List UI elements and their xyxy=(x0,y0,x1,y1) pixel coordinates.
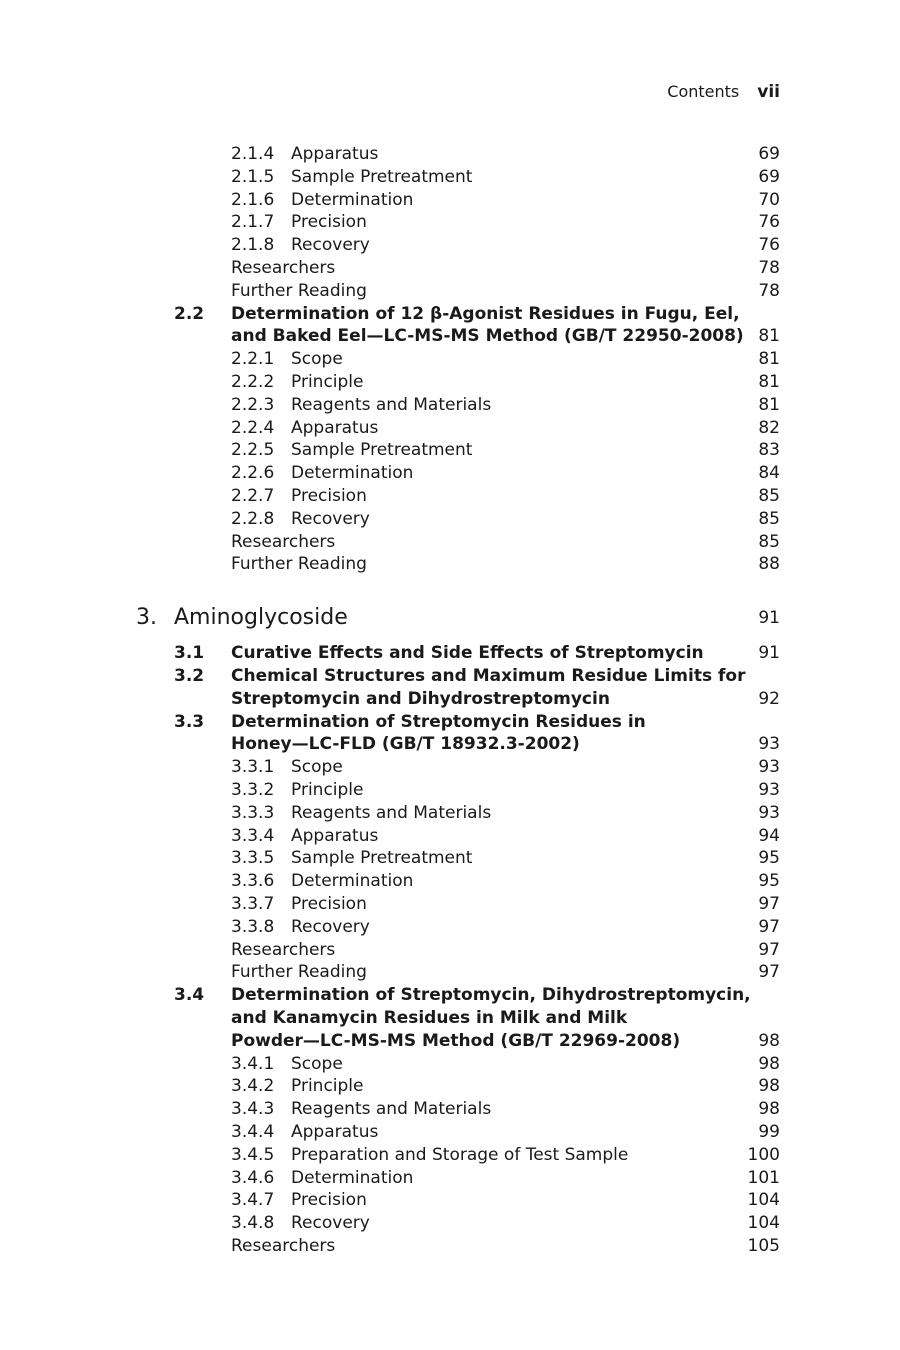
subsection-number: 2.2.5 xyxy=(231,440,275,461)
subsection-title: Apparatus xyxy=(291,417,379,438)
section-title: Powder—LC-MS-MS Method (GB/T 22969-2008) xyxy=(231,1030,681,1051)
page-number: vii xyxy=(757,82,780,102)
toc-matter-row xyxy=(0,531,900,554)
toc-matter-row xyxy=(0,280,900,303)
subsection-number: 3.3.4 xyxy=(231,825,275,846)
section-number: 3.1 xyxy=(174,643,205,664)
page-ref: 98 xyxy=(758,1053,780,1074)
running-head xyxy=(667,82,780,102)
matter-title: Further Reading xyxy=(231,280,367,301)
page-ref: 93 xyxy=(758,734,780,755)
toc-section-row xyxy=(0,1030,900,1053)
toc-section-row xyxy=(0,325,900,348)
subsection-title: Principle xyxy=(291,1076,364,1097)
toc-subsection-row xyxy=(0,825,900,848)
subsection-title: Apparatus xyxy=(291,1122,379,1142)
subsection-title: Recovery xyxy=(291,508,370,529)
section-title: and Kanamycin Residues in Milk and Milk xyxy=(231,1008,628,1028)
toc-section-row xyxy=(0,1007,900,1030)
subsection-number: 3.4.8 xyxy=(231,1213,275,1234)
subsection-number: 2.2.1 xyxy=(231,349,275,370)
subsection-title: Scope xyxy=(291,349,343,370)
page-ref: 95 xyxy=(758,848,780,869)
toc-subsection-row xyxy=(0,439,900,462)
subsection-number: 3.3.5 xyxy=(231,848,275,869)
page-ref: 95 xyxy=(758,871,780,892)
toc-subsection-row xyxy=(0,1167,900,1190)
page-ref: 93 xyxy=(758,780,780,800)
matter-title: Researchers xyxy=(231,531,336,552)
page-ref: 93 xyxy=(758,757,780,778)
subsection-number: 3.3.1 xyxy=(231,757,275,778)
toc-section-row xyxy=(0,984,900,1007)
section-title: Determination of 12 β-Agonist Residues in Fugu, Eel, xyxy=(231,303,740,324)
toc-subsection-row xyxy=(0,893,900,916)
toc-matter-row xyxy=(0,553,900,576)
subsection-title: Determination xyxy=(291,871,414,892)
page-ref: 76 xyxy=(758,235,780,256)
toc-subsection-row xyxy=(0,779,900,802)
toc-section-row xyxy=(0,665,900,688)
toc-subsection-row xyxy=(0,508,900,531)
page-ref: 85 xyxy=(758,486,780,506)
page-ref: 82 xyxy=(758,417,780,438)
toc-subsection-row xyxy=(0,417,900,440)
section-number: 3.3 xyxy=(174,711,205,732)
toc-chapter-row xyxy=(0,603,900,633)
subsection-title: Recovery xyxy=(291,916,370,937)
page-ref: 85 xyxy=(758,508,780,529)
subsection-title: Recovery xyxy=(291,1213,370,1234)
subsection-number: 3.4.1 xyxy=(231,1053,275,1074)
page-ref: 81 xyxy=(758,326,780,347)
section-title: Determination of Streptomycin Residues in xyxy=(231,711,646,732)
toc-subsection-row xyxy=(0,1121,900,1144)
page-ref: 78 xyxy=(758,280,780,301)
toc-subsection-row xyxy=(0,1144,900,1167)
page-ref: 88 xyxy=(758,554,780,575)
page-ref: 98 xyxy=(758,1076,780,1097)
subsection-number: 3.3.8 xyxy=(231,916,275,937)
page-ref: 81 xyxy=(758,349,780,370)
toc-matter-row xyxy=(0,939,900,962)
subsection-title: Reagents and Materials xyxy=(291,1099,492,1120)
subsection-title: Reagents and Materials xyxy=(291,802,492,823)
toc-subsection-row xyxy=(0,485,900,508)
toc-subsection-row xyxy=(0,916,900,939)
matter-title: Further Reading xyxy=(231,962,367,983)
page-ref: 98 xyxy=(758,1099,780,1120)
section-title: Streptomycin and Dihydrostreptomycin xyxy=(231,688,610,709)
subsection-title: Sample Pretreatment xyxy=(291,440,473,461)
subsection-number: 3.3.2 xyxy=(231,780,275,800)
subsection-number: 2.2.8 xyxy=(231,508,275,529)
toc-subsection-row xyxy=(0,234,900,257)
page-ref: 84 xyxy=(758,463,780,484)
page-ref: 78 xyxy=(758,258,780,278)
toc-matter-row xyxy=(0,1235,900,1258)
page-ref: 97 xyxy=(758,939,780,960)
subsection-title: Principle xyxy=(291,780,364,800)
section-title: Chemical Structures and Maximum Residue Limits for xyxy=(231,666,746,686)
page-ref: 91 xyxy=(758,608,780,629)
subsection-number: 2.2.6 xyxy=(231,463,275,484)
subsection-number: 3.4.5 xyxy=(231,1144,275,1165)
toc-subsection-row xyxy=(0,1189,900,1212)
page-ref: 69 xyxy=(758,166,780,187)
subsection-number: 2.1.5 xyxy=(231,166,275,187)
subsection-number: 3.3.6 xyxy=(231,871,275,892)
page-ref: 76 xyxy=(758,212,780,233)
section-number: 3.4 xyxy=(174,985,205,1006)
subsection-title: Precision xyxy=(291,212,367,233)
toc-subsection-row xyxy=(0,870,900,893)
toc-subsection-row xyxy=(0,1212,900,1235)
page-ref: 81 xyxy=(758,394,780,415)
matter-title: Researchers xyxy=(231,258,336,278)
page-ref: 98 xyxy=(758,1030,780,1051)
toc-subsection-row xyxy=(0,1075,900,1098)
toc-subsection-row xyxy=(0,189,900,212)
toc-matter-row xyxy=(0,961,900,984)
matter-title: Researchers xyxy=(231,939,336,960)
toc-subsection-row xyxy=(0,1053,900,1076)
subsection-number: 3.4.6 xyxy=(231,1167,275,1188)
page-ref: 81 xyxy=(758,372,780,392)
subsection-title: Reagents and Materials xyxy=(291,394,492,415)
subsection-title: Scope xyxy=(291,757,343,778)
page-ref: 101 xyxy=(747,1167,780,1188)
toc-section-row xyxy=(0,688,900,711)
subsection-number: 2.2.7 xyxy=(231,486,275,506)
subsection-title: Preparation and Storage of Test Sample xyxy=(291,1144,629,1165)
subsection-number: 2.1.8 xyxy=(231,235,275,256)
toc-subsection-row xyxy=(0,371,900,394)
page-ref: 70 xyxy=(758,189,780,210)
page-ref: 92 xyxy=(758,688,780,709)
subsection-number: 2.1.6 xyxy=(231,189,275,210)
section-number: 2.2 xyxy=(174,303,205,324)
subsection-number: 2.2.4 xyxy=(231,417,275,438)
subsection-number: 3.3.7 xyxy=(231,894,275,914)
section-title: and Baked Eel—LC-MS-MS Method (GB/T 22950-2008) xyxy=(231,326,744,347)
chapter-number: 3. xyxy=(136,605,157,631)
section-title: Honey—LC-FLD (GB/T 18932.3-2002) xyxy=(231,734,580,755)
subsection-title: Sample Pretreatment xyxy=(291,848,473,869)
subsection-number: 3.4.4 xyxy=(231,1122,275,1142)
subsection-title: Determination xyxy=(291,1167,414,1188)
subsection-title: Precision xyxy=(291,1190,367,1211)
subsection-number: 2.1.7 xyxy=(231,212,275,233)
toc-subsection-row xyxy=(0,394,900,417)
toc-subsection-row xyxy=(0,1098,900,1121)
section-title: Curative Effects and Side Effects of Streptomycin xyxy=(231,643,704,664)
page-ref: 104 xyxy=(747,1190,780,1211)
toc-subsection-row xyxy=(0,756,900,779)
page-ref: 97 xyxy=(758,894,780,914)
page-ref: 91 xyxy=(758,643,780,664)
subsection-title: Sample Pretreatment xyxy=(291,166,473,187)
page-ref: 105 xyxy=(747,1236,780,1256)
page-ref: 100 xyxy=(747,1144,780,1165)
toc-section-row xyxy=(0,303,900,326)
toc-subsection-row xyxy=(0,211,900,234)
toc-section-row xyxy=(0,642,900,665)
matter-title: Further Reading xyxy=(231,554,367,575)
subsection-number: 3.4.3 xyxy=(231,1099,275,1120)
page-ref: 83 xyxy=(758,440,780,461)
subsection-number: 3.4.7 xyxy=(231,1190,275,1211)
toc-matter-row xyxy=(0,257,900,280)
subsection-number: 2.2.2 xyxy=(231,372,275,392)
toc-subsection-row xyxy=(0,143,900,166)
page-ref: 93 xyxy=(758,802,780,823)
subsection-title: Determination xyxy=(291,463,414,484)
subsection-number: 3.4.2 xyxy=(231,1076,275,1097)
section-number: 3.2 xyxy=(174,666,205,686)
toc-subsection-row xyxy=(0,462,900,485)
page-ref: 97 xyxy=(758,962,780,983)
subsection-title: Determination xyxy=(291,189,414,210)
toc-subsection-row xyxy=(0,166,900,189)
toc-section-row xyxy=(0,733,900,756)
toc-section-row xyxy=(0,711,900,734)
page-ref: 104 xyxy=(747,1213,780,1234)
subsection-title: Apparatus xyxy=(291,825,379,846)
running-head-label: Contents xyxy=(667,82,740,101)
subsection-number: 3.3.3 xyxy=(231,802,275,823)
toc-subsection-row xyxy=(0,847,900,870)
toc-subsection-row xyxy=(0,348,900,371)
page-ref: 85 xyxy=(758,531,780,552)
toc-subsection-row xyxy=(0,802,900,825)
subsection-title: Precision xyxy=(291,486,367,506)
subsection-title: Apparatus xyxy=(291,144,379,164)
matter-title: Researchers xyxy=(231,1236,336,1256)
subsection-title: Precision xyxy=(291,894,367,914)
subsection-title: Principle xyxy=(291,372,364,392)
section-title: Determination of Streptomycin, Dihydrostreptomycin, xyxy=(231,985,751,1006)
page-ref: 97 xyxy=(758,916,780,937)
page-ref: 69 xyxy=(758,144,780,164)
subsection-number: 2.2.3 xyxy=(231,394,275,415)
subsection-number: 2.1.4 xyxy=(231,144,275,164)
subsection-title: Recovery xyxy=(291,235,370,256)
chapter-title: Aminoglycoside xyxy=(174,605,348,631)
page-ref: 94 xyxy=(758,825,780,846)
page-ref: 99 xyxy=(758,1122,780,1142)
subsection-title: Scope xyxy=(291,1053,343,1074)
